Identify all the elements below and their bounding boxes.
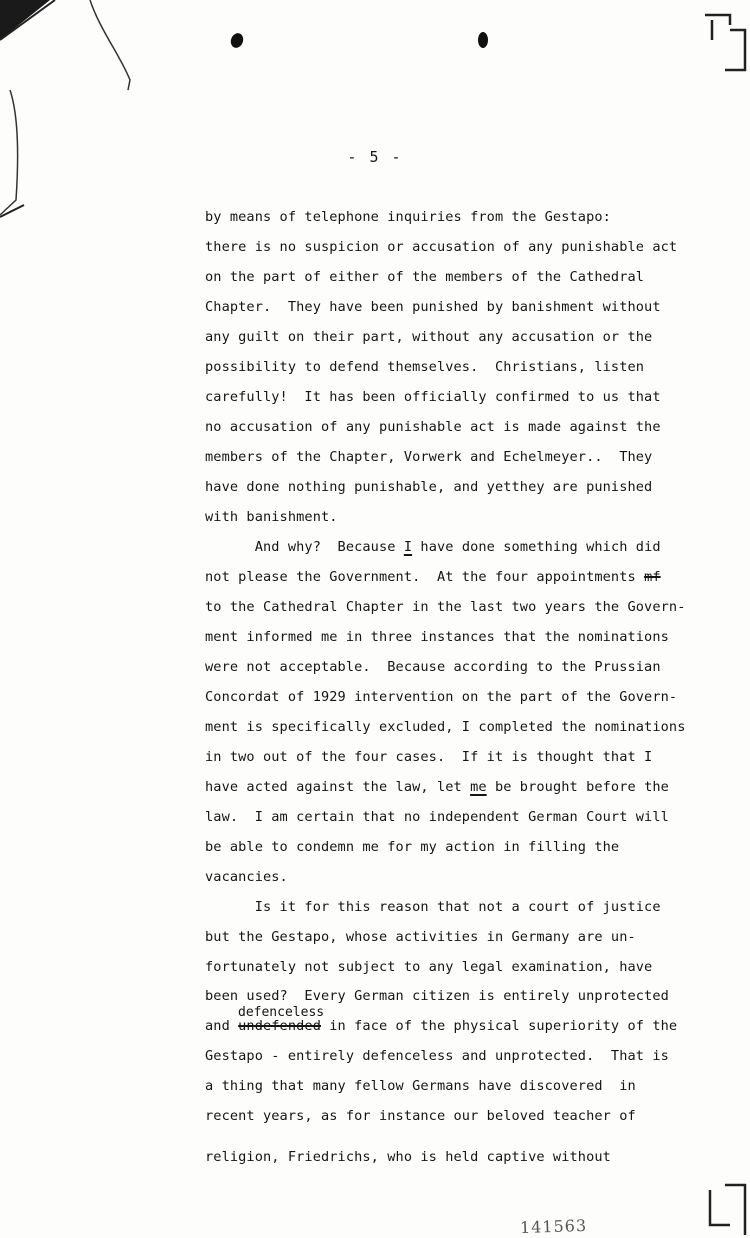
- struck-out-word: undefended: [238, 1018, 321, 1034]
- text-line: any guilt on their part, without any accusation or the: [205, 329, 653, 345]
- text-line: carefully! It has been officially confirmed to us that: [205, 389, 661, 405]
- text-segment: have acted against the law, let: [205, 779, 471, 795]
- text-line: possibility to defend themselves. Christians, listen: [205, 359, 645, 375]
- text-line: Gestapo - entirely defenceless and unprotected. That is: [205, 1048, 669, 1064]
- archive-stamp-number: 141563: [519, 1215, 588, 1238]
- text-line: fortunately not subject to any legal examination, have: [205, 959, 653, 975]
- handwritten-insertion: defenceless: [238, 1005, 325, 1020]
- bottom-right-clip-mark: [700, 1180, 750, 1238]
- text-segment: in face of the physical superiority of the: [320, 1018, 678, 1034]
- text-line: ment is specifically excluded, I completed the nominations: [205, 719, 686, 735]
- text-line: members of the Chapter, Vorwerk and Echelmeyer.. They: [205, 449, 653, 465]
- text-line: by means of telephone inquiries from the Gestapo:: [205, 209, 611, 225]
- text-segment: and: [205, 1018, 239, 1034]
- text-line: ment informed me in three instances that the nominations: [205, 629, 669, 645]
- text-line: Chapter. They have been punished by banishment without: [205, 299, 661, 315]
- text-line: in two out of the four cases. If it is thought that I: [205, 749, 653, 765]
- text-line: [205, 541, 661, 555]
- text-line: religion, Friedrichs, who is held captive without: [205, 1149, 611, 1165]
- text-line: a thing that many fellow Germans have discovered in: [205, 1078, 636, 1094]
- text-line: to the Cathedral Chapter in the last two years the Govern-: [205, 599, 686, 615]
- struck-out-word: mf: [644, 569, 661, 585]
- text-line: vacancies.: [205, 869, 288, 885]
- text-line: Is it for this reason that not a court of justice: [205, 899, 661, 915]
- text-segment: And why? Because: [205, 539, 404, 555]
- binder-clip-mark: [700, 10, 750, 80]
- text-line: were not acceptable. Because according to the Prussian: [205, 659, 661, 675]
- text-line: on the part of either of the members of the Cathedral: [205, 269, 645, 285]
- page-number: - 5 -: [347, 148, 403, 166]
- text-line: [205, 571, 661, 585]
- text-line: with banishment.: [205, 509, 338, 525]
- folded-corner-mark: [0, 0, 140, 230]
- text-line: no accusation of any punishable act is made against the: [205, 419, 661, 435]
- punch-hole-right: [478, 32, 488, 48]
- text-segment: not please the Government. At the four appointments: [205, 569, 645, 585]
- text-line: recent years, as for instance our beloved teacher of: [205, 1108, 636, 1124]
- text-line: been used? Every German citizen is entirely unprotected: [205, 988, 669, 1004]
- text-segment: have done something which did: [412, 539, 661, 555]
- text-segment: be brought before the: [486, 779, 669, 795]
- text-line: [205, 1020, 677, 1034]
- underlined-word: me: [470, 779, 487, 795]
- text-line: but the Gestapo, whose activities in Germany are un-: [205, 929, 636, 945]
- text-line: Concordat of 1929 intervention on the part of the Govern-: [205, 689, 678, 705]
- underlined-word: I: [403, 539, 413, 555]
- text-line: [205, 781, 669, 795]
- text-line: have done nothing punishable, and yetthey are punished: [205, 479, 653, 495]
- punch-hole-left: [229, 31, 245, 49]
- text-line: there is no suspicion or accusation of any punishable act: [205, 239, 678, 255]
- text-line: be able to condemn me for my action in filling the: [205, 839, 620, 855]
- text-line: law. I am certain that no independent German Court will: [205, 809, 669, 825]
